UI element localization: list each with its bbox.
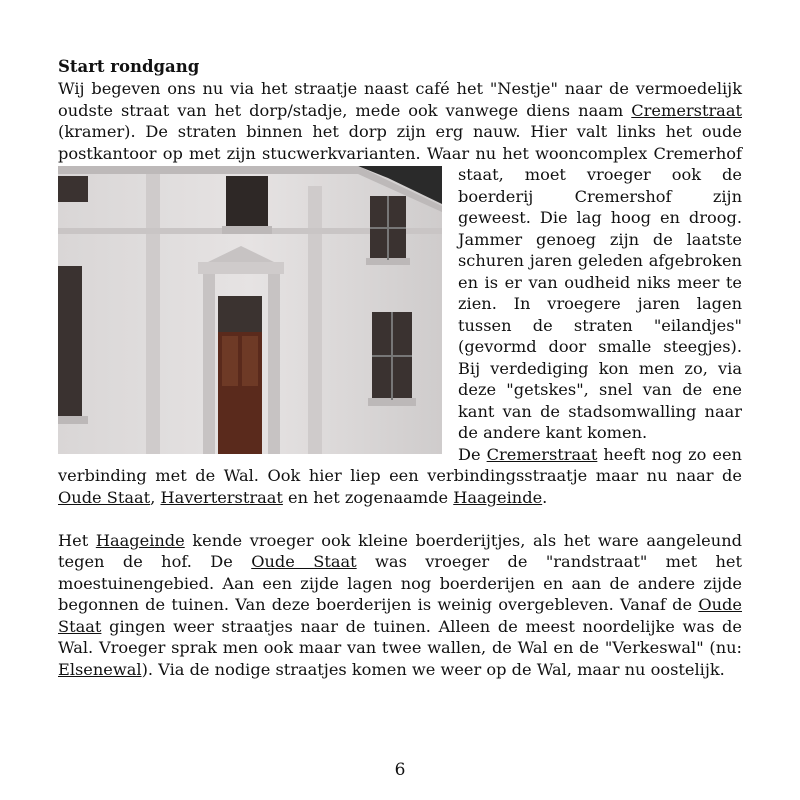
text-run: . (542, 487, 548, 507)
street-link-oude-staat-2[interactable]: Oude Staat (251, 552, 357, 571)
paragraph-1 (58, 78, 742, 508)
street-link-oude-staat[interactable]: Oude Staat (58, 487, 151, 507)
text-run: gingen weer straatjes naar de tuinen. Alleen de meest noordelijke was de Wal. Vroeger sprak men ook maar van twee wallen, de Wal en de "Verkeswal" (nu: (58, 616, 742, 657)
text-run: ). Via de nodige straatjes komen we weer op de Wal, maar nu oostelijk. (141, 659, 725, 679)
text-run: Wij begeven ons nu via het straatje naast café het "Nestje" naar de vermoedelijk oudste straat van het dorp/stadje, mede ook vanwege diens naam (58, 79, 742, 120)
paragraph-1-text (58, 78, 742, 444)
page-content (58, 56, 742, 680)
text-run: (kramer). De straten binnen het dorp zijn erg nauw. Hier valt links het oude postkantoor op met zijn stucwerkvarianten. Waar nu het (58, 122, 742, 163)
building-photo (58, 166, 442, 454)
paragraph-gap (58, 508, 742, 530)
text-run: kende vroeger ook kleine boerderijtjes, als het ware aangeleund tegen de hof. De (58, 530, 742, 571)
text-run: en het zogenaamde (282, 487, 454, 507)
text-run: wooncomplex Cremerhof staat, moet vroeger ook de boerderij Cremershof zijn geweest. Die lag hoog en droog. Jammer genoeg zijn de laatste schuren jaren geleden afgebroken en is er van oudheid niks meer te zien. In vroegere jaren lagen tussen de straten "eilandjes" (gevormd door smalle steegjes). Bij verdediging kon men zo, via deze "getskes", snel van de ene kant van de stadsomwalling naar de andere kant komen. (458, 143, 742, 442)
text-run: heeft nog zo een verbinding met de Wal. Ook hier liep een verbindingsstraatje maar nu naar de (58, 444, 742, 485)
street-link-elsenewal[interactable]: Elsenewal (58, 659, 142, 679)
street-link-cremerstraat[interactable]: Cremerstraat (631, 100, 742, 120)
facade-photo-image (58, 166, 442, 454)
street-link-haageinde-2[interactable]: Haageinde (95, 530, 185, 550)
street-link-haageinde[interactable]: Haageinde (453, 487, 543, 507)
page-number: 6 (394, 760, 406, 780)
street-link-haverterstraat[interactable]: Haverterstraat (160, 487, 283, 507)
text-run: was vroeger de "randstraat" met het moestuinengebied. Aan een zijde lagen nog boerderijen en aan de andere zijde begonnen de tuinen. Van deze boerderijen is weinig overgebleven. Vanaf de (58, 552, 743, 614)
street-link-cremerstraat-2[interactable]: Cremerstraat (486, 444, 598, 464)
section-heading: Start rondgang (58, 57, 200, 76)
text-run: , (150, 487, 161, 507)
text-run: Het (58, 530, 96, 550)
paragraph-2 (58, 530, 742, 681)
street-link-oude-staat-3[interactable]: Oude Staat (58, 595, 742, 636)
text-run: De (458, 444, 487, 464)
